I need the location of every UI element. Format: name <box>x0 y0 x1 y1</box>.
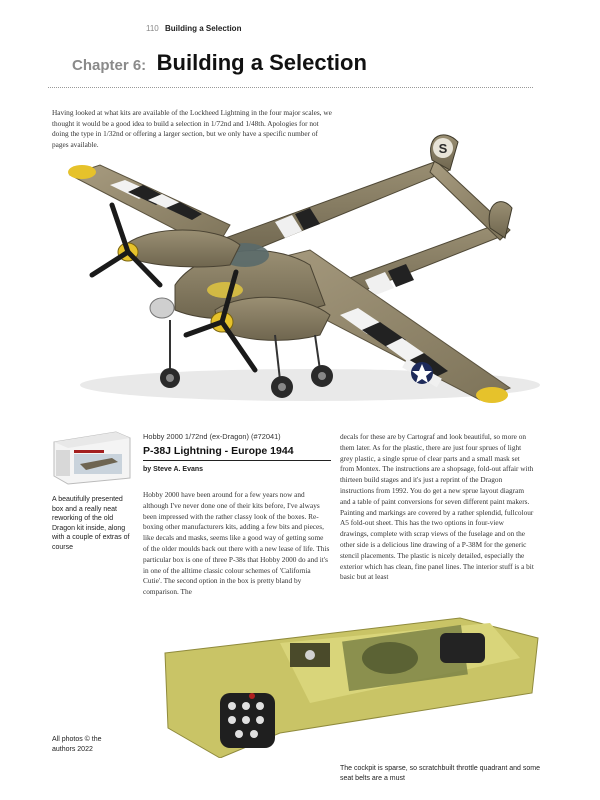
page-number: 110 <box>146 24 159 33</box>
chapter-title: Building a Selection <box>156 50 367 75</box>
kit-author: by Steve A. Evans <box>143 466 204 473</box>
box-photo-caption: A beautifully presented box and a really neat reworking of the old Dragon kit inside, along with a couple of extras of course <box>52 496 130 551</box>
chapter-number: Chapter 6: <box>72 57 147 74</box>
kit-box-photo <box>52 430 132 485</box>
intro-paragraph: Having looked at what kits are available of the Lockheed Lightning in the four major scales, we thought it would be a good idea to build a selection in 1/72nd and 1/48th. Apologies for not doing the type in 1/32nd or offering a larger section, but we only have a specific number of pages available. <box>52 108 332 149</box>
kit-subtitle: Hobby 2000 1/72nd (ex-Dragon) (#72041) <box>143 432 281 441</box>
tail-letter: S <box>438 141 448 156</box>
section-name: Building a Selection <box>165 24 242 33</box>
kit-title: P-38J Lightning - Europe 1944 <box>143 445 294 457</box>
body-column-2: decals for these are by Cartograf and look beautiful, so more on them later. As for the plastic, there are just four sprues of light grey plastic, a single sprue of clear parts and a small mask set from Montex. The instructions are a shopsage, fold-out affair with thirteen build stages and it's just a reprint of the Dragon instructions from 1992. You do get a new sprue layout diagram and a table of paint conversions for seven different paint makers. Painting and markings are covered by a rather splendid, fullcolour A5 fold-out sheet. This has the two options in four-view drawings, complete with scrap views of the fuselage and on the other side is a delicious line drawing of a P-38M for the generic stencil placements. The plastic is nicely detailed, especially the exterior which has clean, fine panel lines. The interior stuff is a bit basic but at least <box>340 432 534 582</box>
body-column-1: Hobby 2000 have been around for a few years now and although I've never done one of their kits before, I've always been impressed with the rather classy look of the boxes. Re-boxing other manufacturers kits, adding a few bits and pieces, like decals and masks, seems like a good way of getting some of the older moulds back out there with a new lease of life. This particular box is one of three P-38s that Hobby 2000 do and it's in one of the alltime classic colour schemes of 'California Cutie'. The second option in the box is pretty bland by comparison. The <box>143 490 330 597</box>
running-head <box>146 24 241 33</box>
chapter-divider <box>48 87 533 88</box>
cockpit-photo-caption: The cockpit is sparse, so scratchbuilt throttle quadrant and some seat belts are a must <box>340 765 540 782</box>
cockpit-photo <box>160 598 540 758</box>
photo-credits: All photos © the authors 2022 <box>52 736 102 753</box>
hero-model-photo <box>40 130 560 425</box>
chapter-heading <box>72 50 367 76</box>
kit-title-rule <box>143 460 331 461</box>
